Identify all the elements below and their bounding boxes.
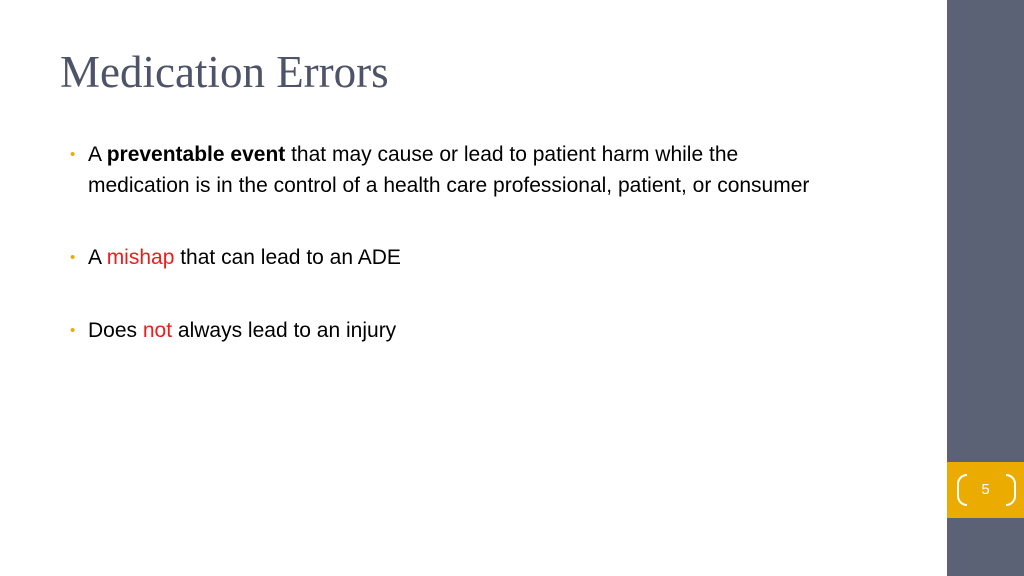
page-number: 5 bbox=[981, 481, 990, 498]
bullet-text-segment: A bbox=[88, 246, 107, 269]
bullet-dot-icon: • bbox=[70, 249, 76, 266]
bullet-emphasis-red: not bbox=[142, 318, 173, 342]
bullet-dot-icon: • bbox=[70, 321, 76, 339]
bullet-text-segment: that may cause or lead to patient harm while the medication is in the control of a health care professional, patient, or consumer bbox=[88, 143, 810, 197]
bullet-text bbox=[88, 143, 809, 197]
bullet-item bbox=[70, 316, 830, 347]
bullet-text bbox=[88, 246, 401, 269]
bullet-text bbox=[88, 319, 396, 342]
slide-title: Medication Errors bbox=[60, 47, 389, 97]
bullet-list bbox=[70, 140, 830, 388]
bullet-text-segment: A bbox=[88, 143, 107, 166]
bullet-item bbox=[70, 243, 830, 274]
bullet-text-segment: always lead to an injury bbox=[172, 318, 397, 342]
page-number-badge bbox=[947, 462, 1024, 518]
right-brace-icon bbox=[1006, 474, 1016, 506]
bullet-text-segment: that can lead to an ADE bbox=[174, 246, 401, 269]
bullet-item bbox=[70, 140, 830, 201]
bullet-dot-icon: • bbox=[70, 146, 76, 163]
bullet-emphasis-bold: preventable event bbox=[106, 143, 286, 166]
bullet-text-segment: Does bbox=[88, 318, 143, 342]
bullet-emphasis-red: mishap bbox=[106, 246, 175, 269]
